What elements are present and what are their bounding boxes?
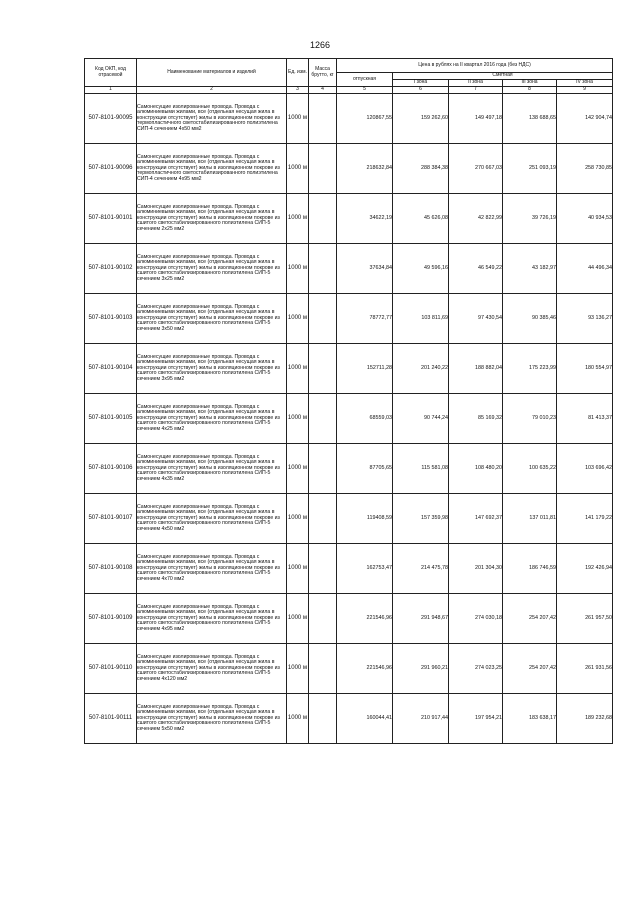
row-zone-2-price: 188 882,04 (449, 344, 503, 394)
row-mass (309, 144, 337, 194)
column-number: 7 (449, 87, 503, 94)
row-zone-3-price: 39 726,19 (503, 194, 557, 244)
row-zone-1-price: 214 475,78 (393, 544, 449, 594)
row-code: 507-8101-90106 (85, 444, 137, 494)
row-unit: 1000 м (287, 244, 309, 294)
row-release-price: 78772,77 (337, 294, 393, 344)
row-release-price: 68559,03 (337, 394, 393, 444)
row-zone-2-price: 42 822,99 (449, 194, 503, 244)
table-row (85, 394, 613, 444)
header-price-group: Цена в рублях на II квартал 2016 года (без НДС) (337, 59, 613, 73)
header-zone-1: I зона (393, 80, 449, 87)
column-number: 1 (85, 87, 137, 94)
header-release-price: отпускная (337, 73, 393, 87)
row-zone-4-price: 81 413,37 (557, 394, 613, 444)
column-number: 5 (337, 87, 393, 94)
row-zone-2-price: 46 549,22 (449, 244, 503, 294)
row-name: Самонесущие изолированные провода. Провода с алюминиевыми жилами, все (отдельная несущая жила в конструкции отсутствует) жилы в изоляционном покрове из сшитого светостабилизированного полиэтилена СИП-5 сечением 3х95 мм2 (137, 344, 287, 394)
column-number: 6 (393, 87, 449, 94)
row-zone-2-price: 97 430,54 (449, 294, 503, 344)
row-zone-1-price: 291 960,21 (393, 644, 449, 694)
row-unit: 1000 м (287, 144, 309, 194)
row-name: Самонесущие изолированные провода. Провода с алюминиевыми жилами, все (отдельная несущая жила в конструкции отсутствует) жилы в изоляционном покрове из термопластичного светостабилизированного полиэтилена СИП-4 сечением 4х50 мм2 (137, 94, 287, 144)
row-mass (309, 544, 337, 594)
row-zone-3-price: 254 207,42 (503, 644, 557, 694)
row-zone-4-price: 142 904,74 (557, 94, 613, 144)
row-unit: 1000 м (287, 594, 309, 644)
row-code: 507-8101-90105 (85, 394, 137, 444)
row-mass (309, 244, 337, 294)
row-zone-3-price: 137 011,81 (503, 494, 557, 544)
table-row (85, 94, 613, 144)
row-name: Самонесущие изолированные провода. Провода с алюминиевыми жилами, все (отдельная несущая жила в конструкции отсутствует) жилы в изоляционном покрове из сшитого светостабилизированного полиэтилена СИП-5 сечением 3х50 мм2 (137, 294, 287, 344)
row-zone-4-price: 180 554,97 (557, 344, 613, 394)
row-zone-2-price: 85 169,32 (449, 394, 503, 444)
table-row (85, 594, 613, 644)
header-zone-4: IV зона (557, 80, 613, 87)
header-name: Наименование материалов и изделий (137, 59, 287, 87)
row-release-price: 221546,96 (337, 594, 393, 644)
row-mass (309, 644, 337, 694)
row-zone-1-price: 159 262,60 (393, 94, 449, 144)
row-zone-1-price: 115 581,08 (393, 444, 449, 494)
row-name: Самонесущие изолированные провода. Провода с алюминиевыми жилами, все (отдельная несущая жила в конструкции отсутствует) жилы в изоляционном покрове из сшитого светостабилизированного полиэтилена СИП-5 сечением 2х25 мм2 (137, 194, 287, 244)
row-zone-3-price: 90 385,46 (503, 294, 557, 344)
header-zone-2: II зона (449, 80, 503, 87)
row-unit: 1000 м (287, 444, 309, 494)
table-row (85, 244, 613, 294)
row-code: 507-8101-90109 (85, 594, 137, 644)
row-name: Самонесущие изолированные провода. Провода с алюминиевыми жилами, все (отдельная несущая жила в конструкции отсутствует) жилы в изоляционном покрове из сшитого светостабилизированного полиэтилена СИП-5 сечением 4х35 мм2 (137, 444, 287, 494)
row-release-price: 162753,47 (337, 544, 393, 594)
header-code: Код ОКП, код отрасевой (85, 59, 137, 87)
row-code: 507-8101-90095 (85, 94, 137, 144)
table-row (85, 144, 613, 194)
row-code: 507-8101-90104 (85, 344, 137, 394)
row-mass (309, 594, 337, 644)
row-zone-2-price: 270 667,03 (449, 144, 503, 194)
row-zone-1-price: 45 626,08 (393, 194, 449, 244)
table-row (85, 444, 613, 494)
row-mass (309, 494, 337, 544)
row-zone-3-price: 183 638,17 (503, 694, 557, 744)
row-release-price: 221546,96 (337, 644, 393, 694)
row-code: 507-8101-90102 (85, 244, 137, 294)
row-name: Самонесущие изолированные провода. Провода с алюминиевыми жилами, все (отдельная несущая жила в конструкции отсутствует) жилы в изоляционном покрове из сшитого светостабилизированного полиэтилена СИП-5 сечением 3х25 мм2 (137, 244, 287, 294)
row-name: Самонесущие изолированные провода. Провода с алюминиевыми жилами, все (отдельная несущая жила в конструкции отсутствует) жилы в изоляционном покрове из сшитого светостабилизированного полиэтилена СИП-5 сечением 4х95 мм2 (137, 594, 287, 644)
row-zone-4-price: 40 934,53 (557, 194, 613, 244)
row-zone-1-price: 291 948,67 (393, 594, 449, 644)
row-unit: 1000 м (287, 394, 309, 444)
row-zone-4-price: 261 957,50 (557, 594, 613, 644)
row-name: Самонесущие изолированные провода. Провода с алюминиевыми жилами, все (отдельная несущая жила в конструкции отсутствует) жилы в изоляционном покрове из сшитого светостабилизированного полиэтилена СИП-5 сечением 4х70 мм2 (137, 544, 287, 594)
header-zone-3: III зона (503, 80, 557, 87)
row-zone-1-price: 288 384,38 (393, 144, 449, 194)
row-zone-4-price: 189 232,68 (557, 694, 613, 744)
row-name: Самонесущие изолированные провода. Провода с алюминиевыми жилами, все (отдельная несущая жила в конструкции отсутствует) жилы в изоляционном покрове из сшитого светостабилизированного полиэтилена СИП-5 сечением 4х25 мм2 (137, 394, 287, 444)
row-zone-3-price: 100 635,22 (503, 444, 557, 494)
row-zone-1-price: 103 811,69 (393, 294, 449, 344)
table-row (85, 544, 613, 594)
row-zone-1-price: 210 917,44 (393, 694, 449, 744)
row-zone-2-price: 147 692,37 (449, 494, 503, 544)
row-unit: 1000 м (287, 494, 309, 544)
table-row (85, 194, 613, 244)
table-row (85, 694, 613, 744)
row-zone-4-price: 103 696,42 (557, 444, 613, 494)
row-zone-3-price: 43 182,97 (503, 244, 557, 294)
row-release-price: 37634,84 (337, 244, 393, 294)
row-mass (309, 94, 337, 144)
row-zone-4-price: 93 136,27 (557, 294, 613, 344)
header-unit: Ед. изм. (287, 59, 309, 87)
row-zone-4-price: 44 496,34 (557, 244, 613, 294)
row-unit: 1000 м (287, 344, 309, 394)
column-number: 2 (137, 87, 287, 94)
page-number: 1266 (309, 40, 331, 50)
row-unit: 1000 м (287, 644, 309, 694)
row-release-price: 160044,41 (337, 694, 393, 744)
row-unit: 1000 м (287, 694, 309, 744)
row-zone-1-price: 201 240,22 (393, 344, 449, 394)
column-number: 9 (557, 87, 613, 94)
row-zone-3-price: 138 688,65 (503, 94, 557, 144)
row-zone-3-price: 79 010,23 (503, 394, 557, 444)
column-number: 4 (309, 87, 337, 94)
row-release-price: 218632,84 (337, 144, 393, 194)
row-zone-1-price: 157 359,98 (393, 494, 449, 544)
row-zone-3-price: 251 093,19 (503, 144, 557, 194)
column-number: 8 (503, 87, 557, 94)
row-zone-3-price: 254 207,42 (503, 594, 557, 644)
row-zone-1-price: 49 596,16 (393, 244, 449, 294)
row-zone-2-price: 274 023,25 (449, 644, 503, 694)
header-mass: Масса брутто, кг (309, 59, 337, 87)
row-code: 507-8101-90107 (85, 494, 137, 544)
row-zone-4-price: 258 730,85 (557, 144, 613, 194)
row-zone-2-price: 149 497,18 (449, 94, 503, 144)
table-row (85, 644, 613, 694)
row-unit: 1000 м (287, 194, 309, 244)
row-zone-2-price: 274 030,18 (449, 594, 503, 644)
row-code: 507-8101-90108 (85, 544, 137, 594)
row-name: Самонесущие изолированные провода. Провода с алюминиевыми жилами, все (отдельная несущая жила в конструкции отсутствует) жилы в изоляционном покрове из сшитого светостабилизированного полиэтилена СИП-5 сечением 5х50 мм2 (137, 694, 287, 744)
row-zone-2-price: 197 954,21 (449, 694, 503, 744)
row-zone-4-price: 141 179,22 (557, 494, 613, 544)
row-zone-2-price: 108 480,20 (449, 444, 503, 494)
row-code: 507-8101-90111 (85, 694, 137, 744)
row-zone-3-price: 186 746,59 (503, 544, 557, 594)
row-zone-2-price: 201 304,30 (449, 544, 503, 594)
price-table (84, 58, 613, 744)
row-zone-3-price: 175 223,99 (503, 344, 557, 394)
row-code: 507-8101-90103 (85, 294, 137, 344)
row-code: 507-8101-90110 (85, 644, 137, 694)
row-unit: 1000 м (287, 294, 309, 344)
row-zone-4-price: 261 931,56 (557, 644, 613, 694)
row-mass (309, 694, 337, 744)
row-name: Самонесущие изолированные провода. Провода с алюминиевыми жилами, все (отдельная несущая жила в конструкции отсутствует) жилы в изоляционном покрове из сшитого светостабилизированного полиэтилена СИП-5 сечением 4х120 мм2 (137, 644, 287, 694)
row-name: Самонесущие изолированные провода. Провода с алюминиевыми жилами, все (отдельная несущая жила в конструкции отсутствует) жилы в изоляционном покрове из сшитого светостабилизированного полиэтилена СИП-5 сечением 4х50 мм2 (137, 494, 287, 544)
table-row (85, 494, 613, 544)
table-row (85, 294, 613, 344)
row-code: 507-8101-90096 (85, 144, 137, 194)
row-release-price: 87705,65 (337, 444, 393, 494)
row-release-price: 152711,28 (337, 344, 393, 394)
row-zone-4-price: 192 426,94 (557, 544, 613, 594)
row-name: Самонесущие изолированные провода. Провода с алюминиевыми жилами, все (отдельная несущая жила в конструкции отсутствует) жилы в изоляционном покрове из термопластичного светостабилизированного полиэтилена СИП-4 сечением 4х95 мм2 (137, 144, 287, 194)
header-estimated-price: Сметная (393, 73, 613, 80)
row-zone-1-price: 90 744,24 (393, 394, 449, 444)
row-release-price: 119408,59 (337, 494, 393, 544)
row-mass (309, 294, 337, 344)
row-unit: 1000 м (287, 94, 309, 144)
row-unit: 1000 м (287, 544, 309, 594)
row-mass (309, 444, 337, 494)
row-mass (309, 394, 337, 444)
table-row (85, 344, 613, 394)
row-release-price: 34622,19 (337, 194, 393, 244)
row-mass (309, 344, 337, 394)
row-code: 507-8101-90101 (85, 194, 137, 244)
column-number: 3 (287, 87, 309, 94)
row-release-price: 120867,55 (337, 94, 393, 144)
row-mass (309, 194, 337, 244)
